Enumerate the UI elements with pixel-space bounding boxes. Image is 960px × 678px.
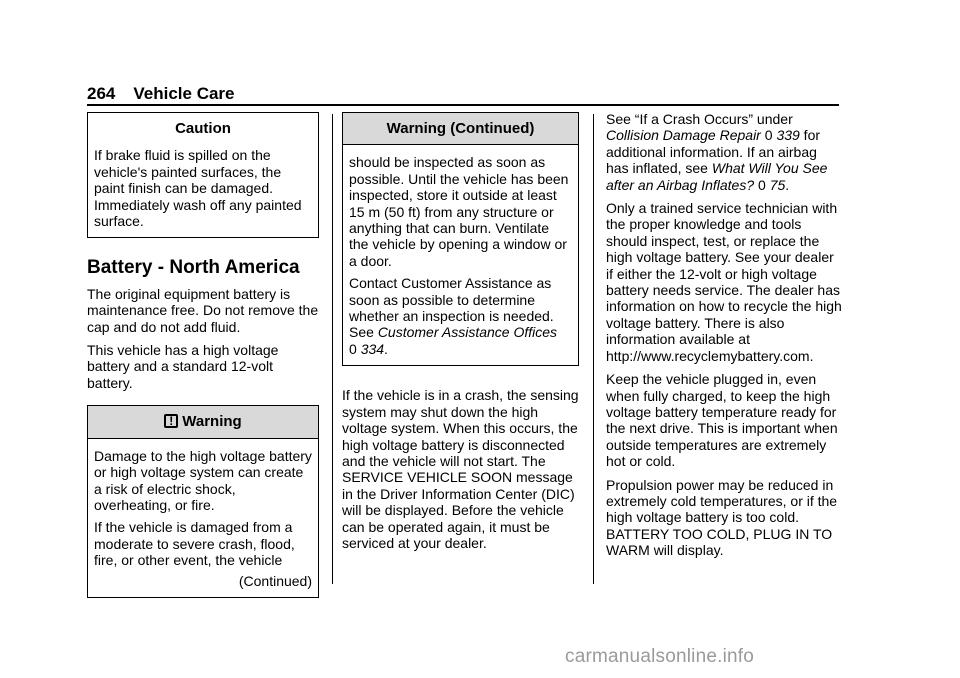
section-title: Vehicle Care	[133, 84, 235, 103]
watermark: carmanualsonline.info	[565, 646, 755, 667]
caution-text: If brake fluid is spilled on the vehicle's painted surfaces, the paint finish can be damaged. Immediately wash off any painted surface.	[94, 147, 302, 230]
column-middle	[342, 112, 579, 558]
warning-continued-title: Warning (Continued)	[343, 113, 578, 145]
warning-title	[88, 406, 318, 438]
page-ref-75[interactable]: 75	[769, 176, 786, 193]
warning-continued-box	[342, 112, 579, 366]
page-header	[87, 84, 235, 104]
header-rule	[87, 104, 839, 106]
continued-label: (Continued)	[238, 572, 312, 589]
customer-assistance-link[interactable]: Customer Assistance Offices	[377, 324, 558, 341]
caution-title: Caution	[175, 120, 231, 137]
warning-title-text: Warning	[182, 413, 242, 431]
battery-paragraph-2: This vehicle has a high voltage battery and a standard 12-volt battery.	[87, 342, 279, 391]
column-right	[606, 111, 842, 566]
page-number: 264	[87, 84, 116, 103]
warning-icon	[164, 414, 178, 428]
page-ref-334[interactable]: 334	[360, 340, 385, 357]
warning-continued-paragraph-2: Contact Customer Assistance as soon as possible to determine whether an inspection is needed. See Customer Assistance Offices 0 334.	[349, 275, 558, 357]
caution-box	[87, 112, 319, 238]
warning-paragraph-1: Damage to the high voltage battery or high voltage system can create a risk of electric shock, overheating, or fire.	[94, 447, 312, 513]
column-left	[87, 112, 319, 598]
warning-continued-paragraph-1: should be inspected as soon as possible. Until the vehicle has been inspected, store it outside at least 15 m (50 ft) from any structure or anything that can burn. Ventilate the vehicle by opening a window or a door.	[349, 154, 569, 269]
collision-damage-repair-link[interactable]: Collision Damage Repair	[606, 127, 761, 144]
column-divider-left	[332, 114, 333, 584]
warning-paragraph-2: If the vehicle is damaged from a moderate to severe crash, flood, fire, or other event, the vehicle	[94, 519, 295, 569]
airbag-inflates-link[interactable]: What Will You See after an Airbag Inflates?	[606, 160, 828, 193]
see-crash-paragraph: See “If a Crash Occurs” under Collision Damage Repair 0 339 for additional information. If an airbag has inflated, see What Will You See after an Airbag Inflates? 0 75.	[606, 111, 828, 193]
page-ref-arrow-icon: 0	[764, 127, 773, 144]
technician-paragraph: Only a trained service technician with the proper knowledge and tools should inspect, test, or replace the high voltage battery. See your dealer if either the 12-volt or high voltage battery needs service. The dealer has information on how to recycle the high voltage battery. There is also information available at http://www.recyclemybattery.com.	[606, 200, 842, 364]
page-ref-arrow-icon: 0	[349, 340, 357, 357]
page-ref-arrow-icon: 0	[758, 176, 766, 193]
warning-box	[87, 405, 319, 598]
propulsion-paragraph: Propulsion power may be reduced in extremely cold temperatures, or if the high voltage battery is too cold. BATTERY TOO COLD, PLUG IN TO WARM will display.	[606, 476, 838, 559]
plugged-in-paragraph: Keep the vehicle plugged in, even when fully charged, to keep the high voltage battery temperature ready for the next drive. This is important when outside temperatures are extremely hot or cold.	[606, 371, 838, 470]
section-heading: Battery - North America	[87, 257, 300, 279]
battery-paragraph-1: The original equipment battery is maintenance free. Do not remove the cap and do not add fluid.	[87, 285, 319, 335]
crash-paragraph: If the vehicle is in a crash, the sensing system may shut down the high voltage system. When this occurs, the high voltage battery is disconnected and the vehicle will not start. The SERVICE VEHICLE SOON message in the Driver Information Center (DIC) will be displayed. Before the vehicle can be operated again, it must be serviced at your dealer.	[342, 387, 579, 551]
page-ref-339[interactable]: 339	[776, 127, 800, 144]
column-divider-right	[593, 114, 594, 584]
